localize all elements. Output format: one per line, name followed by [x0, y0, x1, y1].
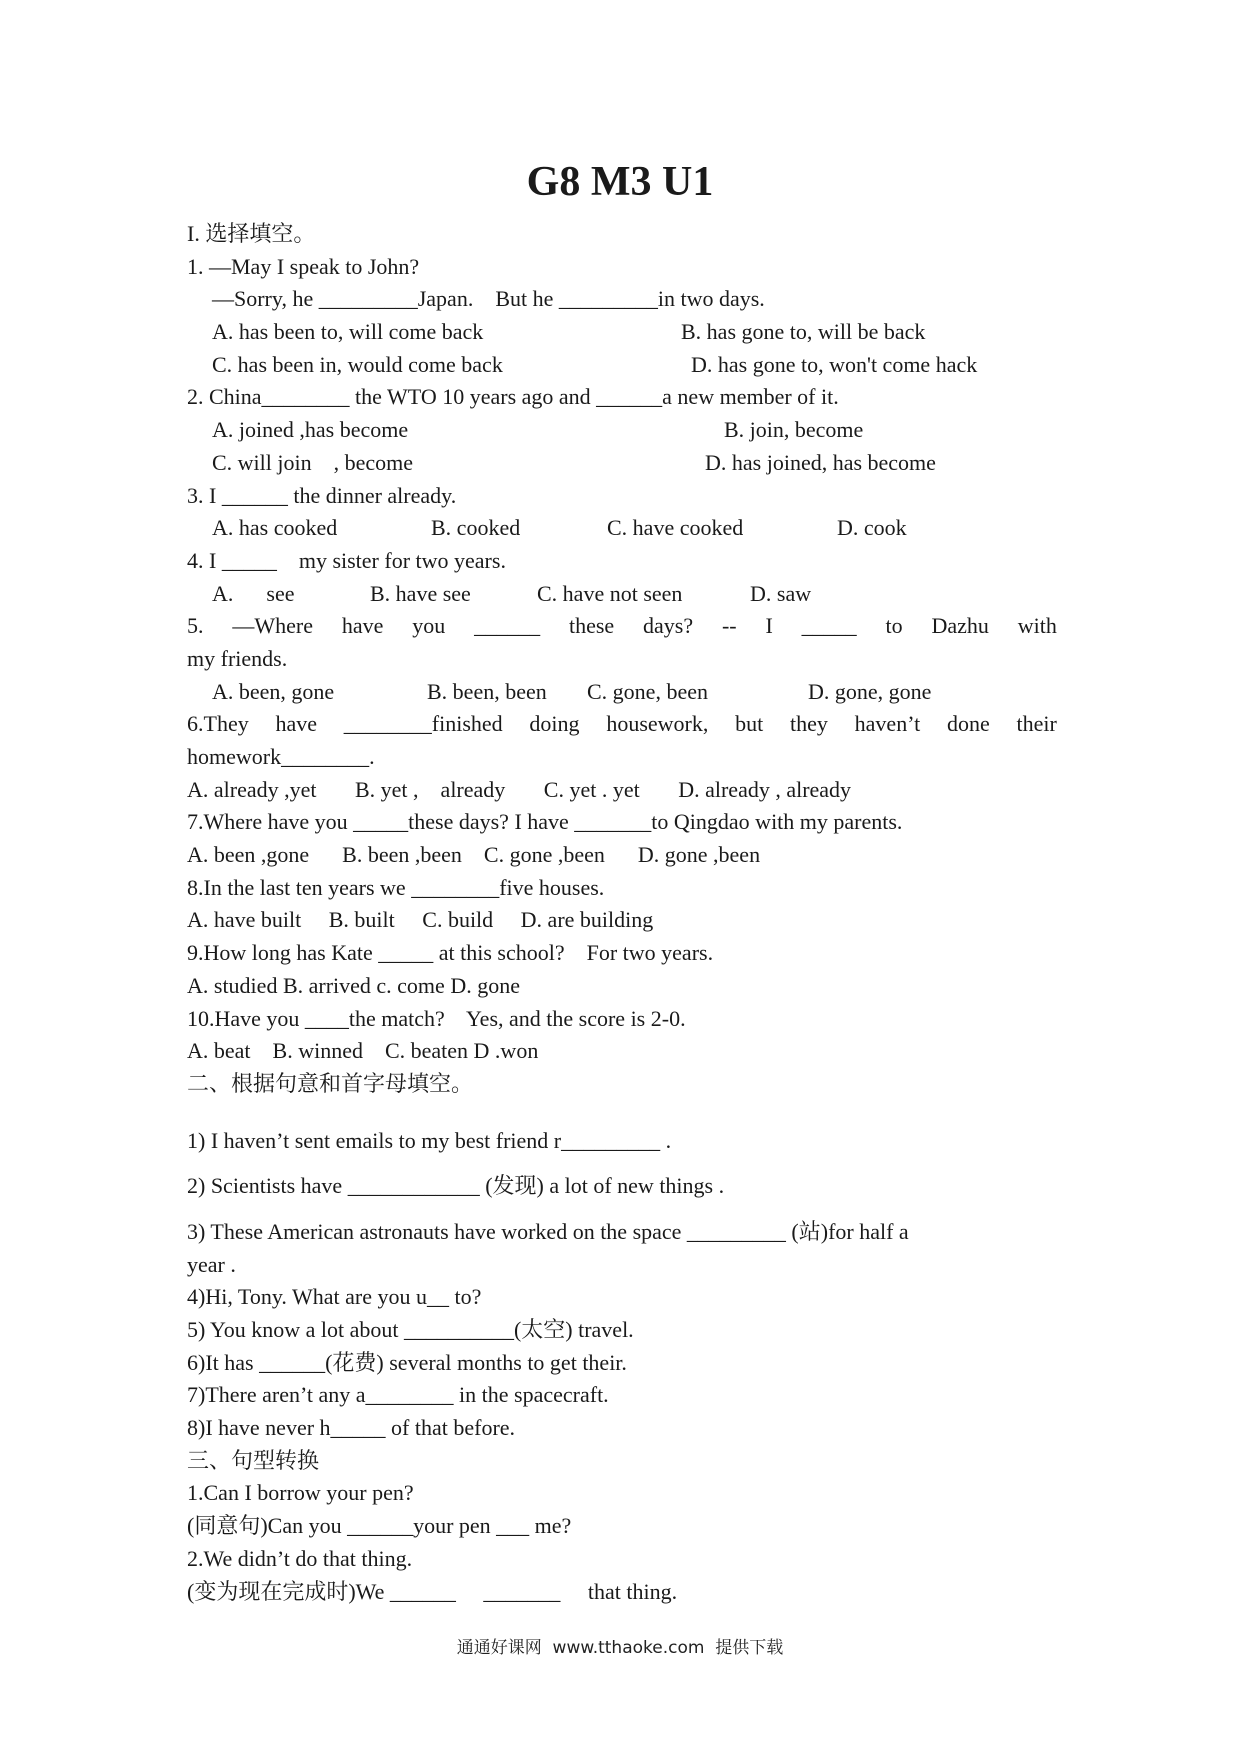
q6-word: doing: [529, 711, 580, 737]
q2-option-b: B. join, become: [724, 417, 864, 443]
q8-options: A. have built B. built C. build D. are building: [187, 907, 654, 933]
q3-option-d: D. cook: [837, 515, 907, 541]
q6-word: but: [735, 711, 764, 737]
worksheet-body: [187, 218, 1057, 1608]
section2-item-6: 6)It has ______(花费) several months to get their.: [187, 1349, 627, 1375]
q6-options: A. already ,yet B. yet , already C. yet . yet D. already , already: [187, 776, 852, 802]
q5-option-a: A. been, gone: [212, 678, 335, 704]
q10-options: A. beat B. winned C. beaten D .won: [187, 1038, 539, 1064]
q2-prompt-text: 2. China________ the WTO 10 years ago and ______a new member of it.: [187, 384, 839, 410]
q2-option-a: A. joined ,has become: [212, 417, 409, 443]
q6-word: housework,: [606, 711, 709, 737]
section3-item-2: 2.We didn’t do that thing.: [187, 1545, 413, 1571]
q1-options-row2: [187, 349, 1057, 382]
q3-option-c: C. have cooked: [607, 515, 744, 541]
q3-options: [187, 512, 1057, 545]
section2-item-7: 7)There aren’t any a________ in the spacecraft.: [187, 1382, 609, 1408]
footer-credit: 通通好课网 www.tthaoke.com 提供下载: [456, 1638, 784, 1658]
section2-item-4: 4)Hi, Tony. What are you u__ to?: [187, 1284, 482, 1310]
q2-prompt: [187, 381, 1057, 414]
q4-option-b: B. have see: [370, 580, 471, 606]
q2-options-row2: [187, 447, 1057, 480]
q7-prompt: 7.Where have you _____these days? I have _______to Qingdao with my parents.: [187, 809, 903, 835]
q5-word: with: [1017, 613, 1057, 639]
section2-heading: 二、根据句意和首字母填空。: [187, 1070, 474, 1096]
section3-heading: 三、句型转换: [187, 1447, 320, 1473]
q6-prompt: [187, 708, 1057, 741]
q7-options: A. been ,gone B. been ,been C. gone ,been D. gone ,been: [187, 842, 761, 868]
q5-word: you: [412, 613, 446, 639]
q6-word: have: [275, 711, 317, 737]
page-title: G8 M3 U1: [526, 159, 714, 205]
q5-word: —Where: [232, 613, 313, 639]
q5-option-d: D. gone, gone: [808, 678, 932, 704]
section3-item-1: 1.Can I borrow your pen?: [187, 1480, 414, 1506]
q6-word: they: [790, 711, 828, 737]
q5-option-c: C. gone, been: [587, 678, 708, 704]
q5-word: to: [885, 613, 903, 639]
q4-option-a: A. see: [212, 580, 295, 606]
section3-item-1-transform: (同意句)Can you ______your pen ___ me?: [187, 1513, 572, 1539]
q6-word: their: [1016, 711, 1057, 737]
q5-option-b: B. been, been: [427, 678, 547, 704]
q8-prompt: 8.In the last ten years we ________five houses.: [187, 874, 605, 900]
q5-word: 5.: [187, 613, 204, 639]
q1-option-a: A. has been to, will come back: [212, 319, 484, 345]
q1-answer-line: —Sorry, he _________Japan. But he _________in two days.: [212, 286, 765, 312]
q5-word: ______: [474, 613, 541, 639]
q1-prompt: 1. —May I speak to John?: [187, 253, 420, 279]
q6-prompt-continued: homework________.: [187, 744, 375, 769]
q5-word: I: [765, 613, 773, 639]
q5-options: [187, 676, 1057, 709]
q5-word: have: [341, 613, 384, 639]
q3-option-a: A. has cooked: [212, 515, 338, 541]
q2-option-d: D. has joined, has become: [705, 449, 936, 475]
q4-prompt: 4. I _____ my sister for two years.: [187, 547, 506, 573]
q6-word: haven’t: [854, 711, 921, 737]
q1-options-row1: [187, 316, 1057, 349]
q5-prompt-continued: my friends.: [187, 645, 288, 671]
q6-word: ________finished: [343, 711, 503, 737]
q2-options-row1: [187, 414, 1057, 447]
q2-option-c: C. will join , become: [212, 449, 414, 475]
q4-option-d: D. saw: [750, 580, 812, 606]
q10-prompt: 10.Have you ____the match? Yes, and the score is 2-0.: [187, 1005, 686, 1031]
q9-prompt: 9.How long has Kate _____ at this school? For two years.: [187, 940, 714, 966]
q4-option-c: C. have not seen: [537, 580, 683, 606]
q1-option-c: C. has been in, would come back: [212, 351, 503, 377]
q3-prompt: 3. I ______ the dinner already.: [187, 482, 457, 508]
section2-item-8: 8)I have never h_____ of that before.: [187, 1415, 516, 1441]
q9-options: A. studied B. arrived c. come D. gone: [187, 972, 520, 998]
q6-word: 6.They: [187, 711, 249, 737]
section2-item-2: 2) Scientists have ____________ (发现) a lot of new things .: [187, 1173, 725, 1199]
q5-word: _____: [801, 613, 857, 639]
q5-word: these: [568, 613, 615, 639]
section2-item-5: 5) You know a lot about __________(太空) travel.: [187, 1317, 634, 1342]
section2-item-3-continued: year .: [187, 1251, 236, 1277]
q1-option-d: D. has gone to, won't come hack: [691, 351, 978, 377]
section2-item-3: 3) These American astronauts have worked on the space _________ (站)for half a: [187, 1218, 909, 1244]
q5-word: --: [721, 613, 737, 639]
section3-item-2-transform: (变为现在完成时)We ______ _______ that thing.: [187, 1578, 678, 1604]
section2-item-1: 1) I haven’t sent emails to my best friend r_________ .: [187, 1127, 672, 1153]
q5-word: days?: [643, 613, 694, 639]
q4-options: [187, 578, 1057, 611]
q5-word: Dazhu: [931, 613, 989, 639]
q3-option-b: B. cooked: [431, 515, 521, 541]
q1-option-b: B. has gone to, will be back: [681, 319, 926, 345]
q5-prompt: [187, 610, 1057, 643]
q6-word: done: [947, 711, 990, 737]
section1-heading: I. 选择填空。: [187, 221, 316, 246]
